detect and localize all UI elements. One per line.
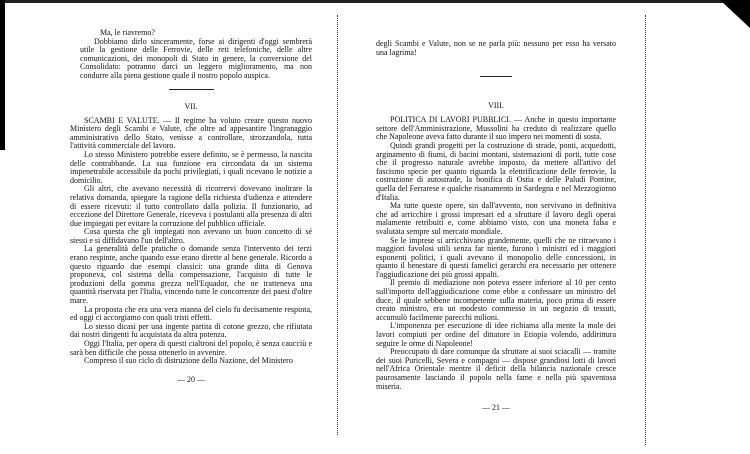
paragraph: Ma, le riavremo? — [100, 28, 155, 37]
paragraph: Compreso il suo ciclo di distruzione della Nazione, del Ministero — [84, 356, 293, 366]
paragraph: Oggi l'Italia, per opera di questi cialtroni del popolo, è senza caucciù e sarà ben difficile che possa ottenerlo in avvenire. — [70, 339, 312, 357]
paragraph: La proposta che era una vera manna del cielo fu decisamente respinta, ed oggi ci accorgiamo con quali tristi effetti. — [70, 304, 312, 323]
paragraph: Se le imprese si arricchivano grandemente, quelli che ne ritraevano i maggiori favolosi utili senza far niente, furono i ministri ed i maggiori esponenti politici, i quali avevano il monopolio delle concessioni, in quanto il benestare di questi famelici gerarchi era necessario per ottenere l'aggiudicazione dei più grossi appalti. — [376, 235, 616, 279]
page-number: — 20 — — [177, 374, 205, 384]
paragraph: Il premio di mediazione non poteva essere inferiore al 10 per cento sull'importo dell'aggiudicazione come ebbe a confessare un ministro del duce, il quale sebbene incompetente sulla materia, poco prima di essere creato ministro, era un modesto commesso in un negozio di tessuti, accumulò facilmente parecchi milioni. — [376, 278, 616, 322]
paragraph: Ma tutte queste opere, sin dall'avvento, non servivano in definitiva che ad arricchire i grossi impresari ed a sfruttare il lavoro degli operai malamente retribuiti e, come abbiamo visto, con una moneta falsa e svalutata sempre sul mercato mondiale. — [376, 201, 616, 236]
right-page — [376, 40, 616, 413]
scan-left-edge — [0, 0, 5, 150]
paragraph: Lo stesso Ministero potrebbe essere definito, se è permesso, la nascita delle contrabbande. La sua funzione era circondata da un sistema impenetrabile accessibile da pochi privilegiati, i quali ricevano le notizie a domicilio. — [70, 149, 312, 185]
left-page-body — [70, 117, 312, 366]
page-edge-right — [645, 15, 646, 445]
left-page-top-text — [70, 29, 312, 81]
paragraph: La generalità delle pratiche o domande senza l'intervento dei terzi erano respinte, anche quando esse erano dirette al bene generale. Ricordo a questo riguardo due esempi classici: una grande ditta di Genova proponeva, col sistema della compensazione, l'acquisto di tutte le produzioni della gomma grezza nell'Equador, che ne tratteneva una quantità riservata per l'Italia, vincendo tutte le concorrenze dei paesi d'oltre mare. — [70, 244, 312, 306]
paragraph: Gli altri, che avevano necessità di ricorrervi dovevano inoltrare la relativa domanda, spiegare la ragione della richiesta d'udienza e attendere di essere ricevuti: il tutto controllato dalla polizia. Il funzionario, ad eccezione del Direttore Generale, riceveva i postulanti alla presenza di altri due impiegati per evitare la corruzione del pubblico ufficiale. — [70, 184, 312, 228]
section-rule — [169, 89, 214, 90]
paragraph: L'imponenza per esecuzione di idee richiama alla mente la mole dei lavori compiuti per ordine del dittatore in Etiopia volendo, addirittura seguire le orme di Napoleone! — [376, 321, 616, 348]
chapter-heading: VII. — [184, 101, 198, 111]
right-page-body — [376, 116, 616, 391]
paragraph: Quindi grandi progetti per la costruzione di strade, ponti, acquedotti, arginamento di fiumi, di bacini montani, sistemazioni di porti, tutte cose che il progresso naturale avrebbe imposto, da mettere all'attivo del fascismo specie per quanto riguarda la elettrificazione delle ferrovie, la costruzione di autostrade, la bonifica di Ostia e delle Paludi Pontine, quella del Ferrarese e qualche risanamento in Sardegna e nel Mezzogiorno d'Italia. — [376, 140, 616, 202]
paragraph: Dobbiamo dirlo sinceramente, forse ai dirigenti d'oggi sembrerà utile la gestione delle Ferrovie, delle reti telefoniche, delle altre comunicazioni, dei monopoli di Stato in genere, la conversione del Consolidato: potranno darci un leggero miglioramento, ma non condurre alla piena gestione quale il nostro popolo auspica. — [80, 36, 312, 80]
paragraph: POLITICA DI LAVORI PUBBLICI. — Anche in questo importante settore dell'Amministrazione, Mussolini ha creduto di realizzare quello che Napoleone aveva fatto durante il suo impero nei momenti di sosta. — [376, 115, 616, 142]
paragraph: degli Scambi e Valute, non se ne parla più: nessuno per esso ha versato una lagrima! — [376, 39, 616, 57]
page-number: — 21 — — [482, 403, 510, 413]
scan-top-edge — [0, 0, 750, 3]
left-page — [70, 29, 312, 385]
section-rule — [480, 76, 512, 77]
scan-corner-shadow — [720, 0, 750, 28]
paragraph: Lo stesso dicasi per una ingente partita di cotone grezzo, che rifiutata dai nostri dirigenti fu acquistata da altra potenza. — [70, 321, 312, 340]
chapter-heading: VIII. — [488, 101, 504, 111]
right-page-top-text — [376, 40, 616, 57]
paragraph: Preoccupato di dare comunque da sfruttare ai suoi sciacalli — tramite dei suoi Puricelli, Severa e compagni — dispose grandiosi lotti di lavori nell'Africa Orientale mentre il deficit della bilancia nazionale cresce paurosamente lasciando il popolo nella fame e nella più spaventosa miseria. — [376, 347, 616, 391]
paragraph: Cosa questa che gli impiegati non avevano un buon concetto di sé stessi e si diffidavano l'un dell'altro. — [70, 227, 312, 245]
paragraph: SCAMBI E VALUTE. — Il regime ha voluto creare questo nuovo Ministero degli Scambi e Valute, che oltre ad appesantire l'ingranaggio amministrativo dello Stato, venisse a controllare, strozzandola, tutta l'attività commerciale del lavoro. — [70, 115, 312, 151]
page-gutter-left — [337, 15, 338, 435]
